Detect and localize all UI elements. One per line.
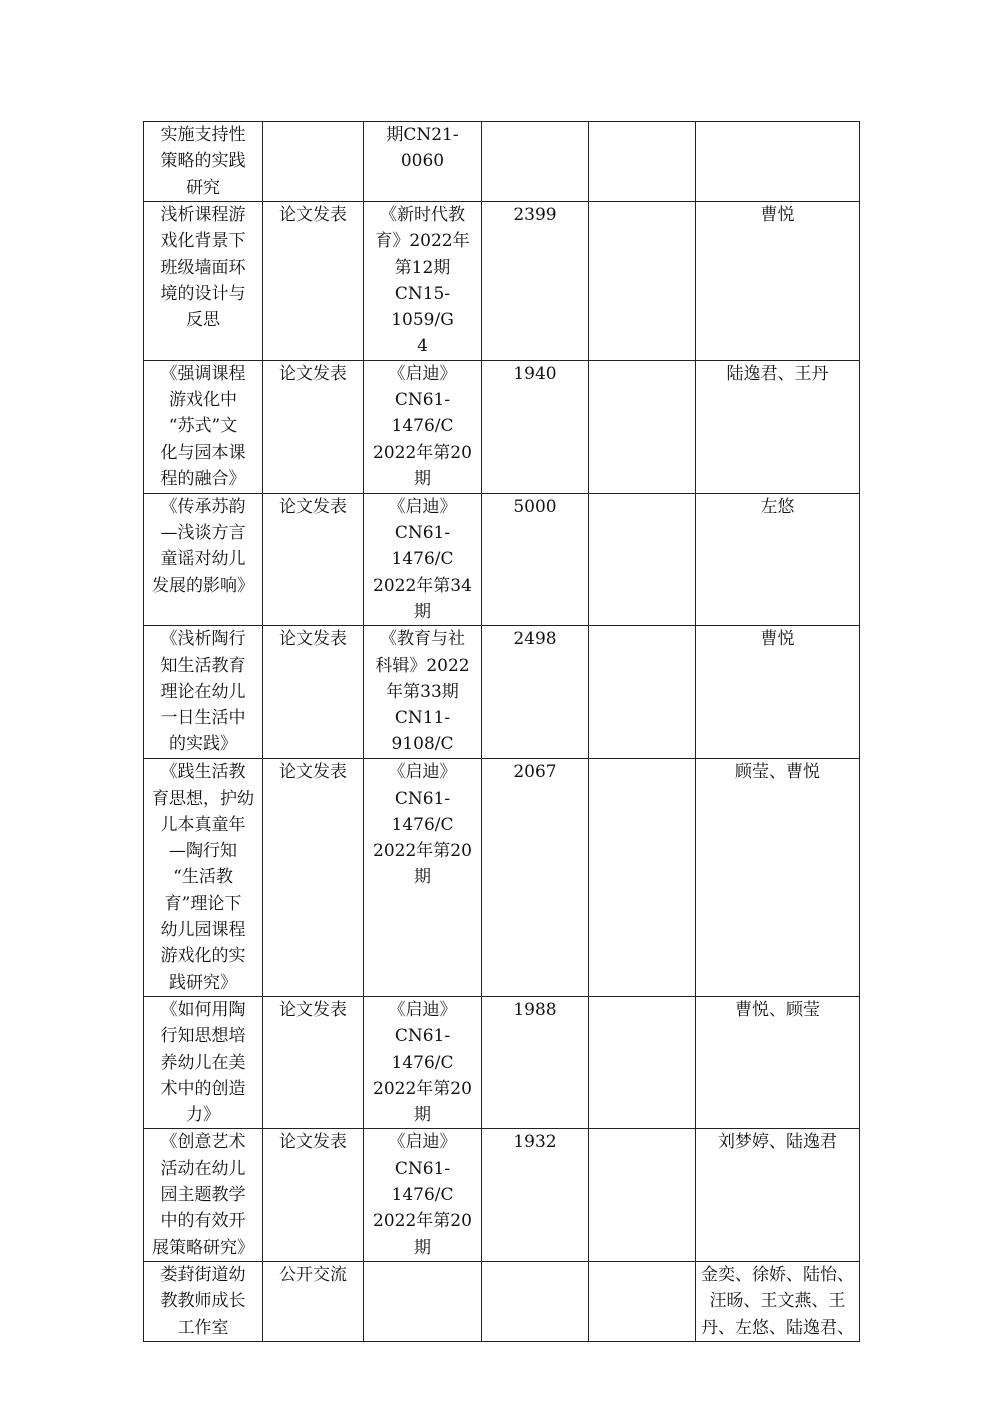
type-cell [263, 360, 364, 493]
type-cell [263, 202, 364, 361]
note-cell [589, 493, 696, 625]
journal-cell [364, 996, 482, 1128]
title-cell [144, 996, 263, 1128]
authors-cell [696, 626, 860, 759]
paper-title: 《强调课程 游戏化中 “苏式”文 化与园本课 程的融合》 [160, 363, 246, 489]
publication-type: 论文发表 [279, 999, 347, 1020]
achievements-table [143, 121, 860, 1342]
table-row [144, 759, 860, 997]
journal-cell [364, 759, 482, 997]
type-cell [263, 626, 364, 759]
journal-cell [364, 202, 482, 361]
words-cell [482, 626, 589, 759]
journal-info: 《启迪》 CN61-1476/C 2022年第20 期 [373, 363, 472, 489]
authors-cell [696, 1129, 860, 1261]
table-row [144, 122, 860, 202]
authors: 曹悦 [760, 629, 795, 650]
type-cell [263, 996, 364, 1128]
publication-type: 论文发表 [279, 363, 347, 384]
word-count: 1932 [513, 1132, 557, 1153]
table-row [144, 493, 860, 625]
journal-cell [364, 1261, 482, 1341]
publication-type: 论文发表 [279, 1132, 347, 1153]
publication-type: 论文发表 [279, 629, 347, 650]
table-body [144, 122, 860, 1342]
words-cell [482, 360, 589, 493]
paper-title: 《践生活教 育思想，护幼 儿本真童年 —陶行知 “生活教 育”理论下 幼儿园课程 游戏化的实 践研究》 [152, 762, 254, 993]
journal-info: 《启迪》 CN61-1476/C 2022年第20 期 [373, 999, 472, 1126]
authors-cell [696, 122, 860, 202]
paper-title: 《传承苏韵 —浅谈方言 童谣对幼儿 发展的影响》 [152, 496, 254, 596]
journal-info: 《新时代教 育》2022年 第12期 CN15-1059/G 4 [375, 205, 470, 357]
table-row [144, 996, 860, 1128]
authors: 金奕、徐娇、陆怡、 汪旸、王文燕、王 丹、左悠、陆逸君、 [701, 1264, 854, 1338]
word-count: 2399 [513, 205, 557, 225]
note-cell [589, 626, 696, 759]
paper-title: 《创意艺术 活动在幼儿 园主题教学 中的有效开 展策略研究》 [152, 1132, 254, 1258]
title-cell [144, 1261, 263, 1341]
journal-info: 《教育与社 科辑》2022 年第33期 CN11-9108/C [375, 629, 470, 755]
note-cell [589, 1261, 696, 1341]
note-cell [589, 996, 696, 1128]
authors: 陆逸君、王丹 [726, 363, 829, 384]
authors: 曹悦 [760, 205, 795, 225]
words-cell [482, 122, 589, 202]
word-count: 2067 [513, 762, 557, 783]
title-cell [144, 360, 263, 493]
paper-title: 实施支持性 策略的实践 研究 [160, 125, 246, 198]
table-row [144, 360, 860, 493]
authors: 曹悦、顾莹 [735, 999, 820, 1020]
journal-cell [364, 626, 482, 759]
publication-type: 公开交流 [279, 1264, 347, 1285]
authors: 顾莹、曹悦 [735, 762, 820, 783]
paper-title: 娄葑街道幼 教教师成长 工作室 [160, 1264, 246, 1338]
journal-cell [364, 360, 482, 493]
title-cell [144, 759, 263, 997]
type-cell [263, 759, 364, 997]
title-cell [144, 1129, 263, 1261]
note-cell [589, 202, 696, 361]
authors-cell [696, 202, 860, 361]
publication-type: 论文发表 [279, 496, 347, 517]
type-cell [263, 1129, 364, 1261]
words-cell [482, 759, 589, 997]
journal-info: 《启迪》 CN61-1476/C 2022年第34 期 [373, 496, 472, 622]
journal-cell [364, 1129, 482, 1261]
note-cell [589, 1129, 696, 1261]
type-cell [263, 122, 364, 202]
title-cell [144, 493, 263, 625]
word-count: 2498 [513, 629, 557, 650]
authors-cell [696, 493, 860, 625]
authors: 刘梦婷、陆逸君 [718, 1132, 837, 1153]
table-row [144, 1129, 860, 1261]
type-cell [263, 493, 364, 625]
journal-info: 《启迪》 CN61-1476/C 2022年第20 期 [373, 1132, 472, 1258]
words-cell [482, 1261, 589, 1341]
table-row [144, 202, 860, 361]
paper-title: 《如何用陶 行知思想培 养幼儿在美 术中的创造 力》 [160, 999, 246, 1126]
words-cell [482, 1129, 589, 1261]
authors: 左悠 [760, 496, 795, 517]
authors-cell [696, 759, 860, 997]
word-count: 5000 [513, 496, 557, 517]
journal-info: 期CN21-0060 [386, 125, 459, 172]
words-cell [482, 996, 589, 1128]
authors-cell [696, 996, 860, 1128]
note-cell [589, 360, 696, 493]
words-cell [482, 493, 589, 625]
publication-type: 论文发表 [279, 205, 347, 225]
table-row [144, 1261, 860, 1341]
table-row [144, 626, 860, 759]
publication-type: 论文发表 [279, 762, 347, 783]
journal-cell [364, 493, 482, 625]
words-cell [482, 202, 589, 361]
note-cell [589, 122, 696, 202]
title-cell [144, 122, 263, 202]
type-cell [263, 1261, 364, 1341]
journal-cell [364, 122, 482, 202]
word-count: 1988 [513, 999, 557, 1020]
title-cell [144, 202, 263, 361]
authors-cell [696, 1261, 860, 1341]
title-cell [144, 626, 263, 759]
paper-title: 《浅析陶行 知生活教育 理论在幼儿 一日生活中 的实践》 [160, 629, 246, 755]
authors-cell [696, 360, 860, 493]
journal-info: 《启迪》 CN61-1476/C 2022年第20 期 [373, 762, 472, 888]
paper-title: 浅析课程游 戏化背景下 班级墙面环 境的设计与 反思 [160, 205, 246, 331]
note-cell [589, 759, 696, 997]
word-count: 1940 [513, 363, 557, 384]
